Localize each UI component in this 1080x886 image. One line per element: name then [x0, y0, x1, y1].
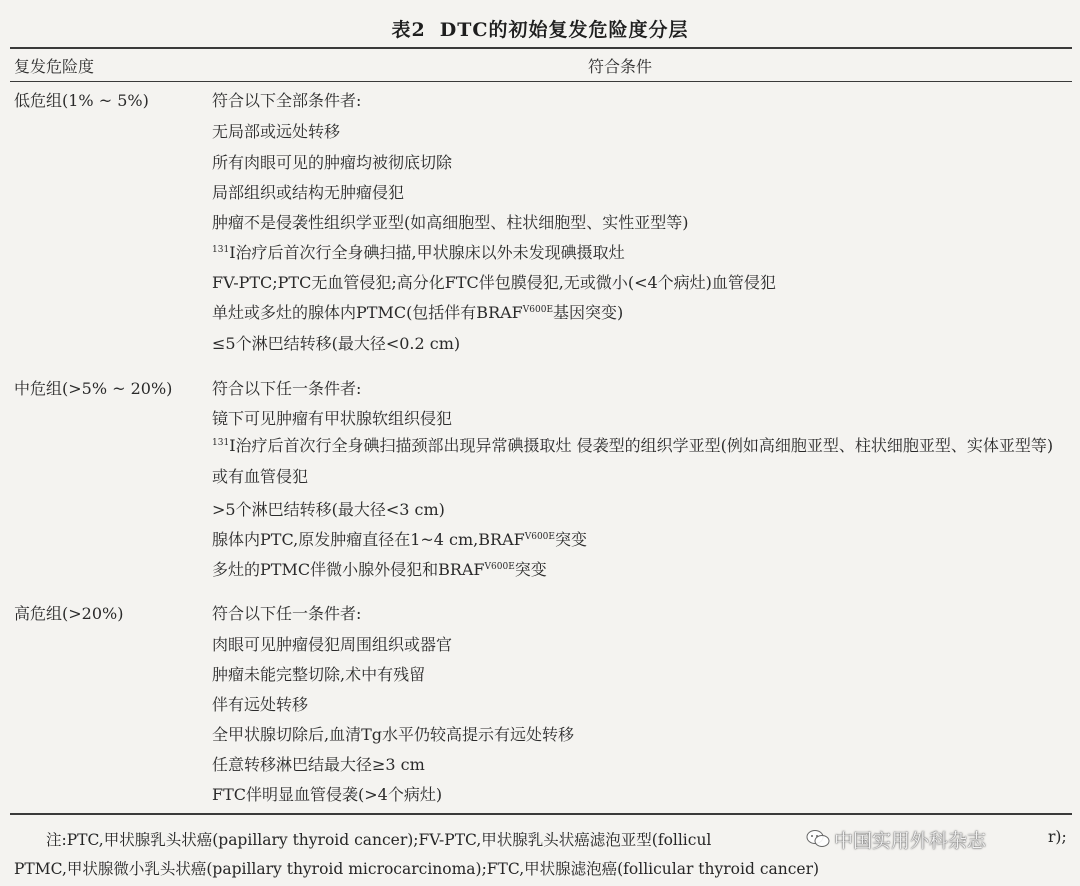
superscript: 131 — [212, 438, 230, 448]
watermark — [806, 821, 1054, 857]
table-number: 表2 — [391, 19, 426, 41]
condition-line: 局部组织或结构无肿瘤侵犯 — [212, 183, 405, 202]
condition-line: 单灶或多灶的腺体内PTMC(包括伴有$BRAF^{V600E}$基因突变) — [212, 303, 624, 322]
table-note-line-2: PTMC,甲状腺微小乳头状癌(papillary thyroid microcarcinoma);FTC,甲状腺滤泡癌(follicular thyroid cancer) — [14, 860, 820, 878]
top-rule — [10, 47, 1072, 49]
table-note-line-1-end: r); — [1048, 828, 1067, 846]
superscript: V600E — [522, 305, 554, 315]
condition-line: 伴有远处转移 — [212, 695, 309, 714]
header-rule — [10, 81, 1072, 82]
condition-line: 全甲状腺切除后,血清Tg水平仍较高提示有远处转移 — [212, 725, 575, 744]
superscript: 131 — [212, 245, 230, 255]
condition-line: 符合以下任一条件者: — [212, 379, 362, 398]
watermark-text: 中国实用外科杂志 — [834, 829, 987, 852]
condition-line: 任意转移淋巴结最大径≥3 cm — [212, 755, 425, 774]
table-title — [0, 15, 1080, 42]
superscript: V600E — [484, 562, 515, 572]
condition-line: 腺体内PTC,原发肿瘤直径在1~4 $cm,BRAF^{V600E}$突变 — [212, 530, 587, 549]
header-risk: 复发危险度 — [14, 57, 95, 76]
condition-line: $^{131}$I治疗后首次行全身碘扫描颈部出现异常碘摄取灶 侵袭型的组织学亚型(例如高细胞亚型、柱状细胞亚型、实体亚型等)或有血管侵犯 — [212, 436, 1054, 486]
group-label-low: 低危组(1% ~ 5%) — [14, 91, 149, 110]
table-title-text: DTC的初始复发危险度分层 — [439, 19, 689, 41]
condition-line: FTC伴明显血管侵袭(>4个病灶) — [212, 785, 443, 804]
condition-line: 多灶的PTMC伴微小腺外侵犯和$BRAF^{V600E}$突变 — [212, 560, 547, 579]
bottom-rule — [10, 813, 1072, 815]
wechat-icon — [806, 829, 830, 849]
condition-line: 无局部或远处转移 — [212, 122, 341, 141]
condition-line: 镜下可见肿瘤有甲状腺软组织侵犯 — [212, 409, 453, 428]
group-label-high: 高危组(>20%) — [14, 604, 124, 623]
table-note-line-1: 注:PTC,甲状腺乳头状癌(papillary thyroid cancer);FV-PTC,甲状腺乳头状癌滤泡亚型(follicul — [46, 831, 712, 849]
condition-line: >5个淋巴结转移(最大径<3 cm) — [212, 500, 445, 519]
condition-line: 肉眼可见肿瘤侵犯周围组织或器官 — [212, 635, 453, 654]
condition-line: ≤5个淋巴结转移(最大径<0.2 cm) — [212, 334, 461, 353]
condition-line: 符合以下任一条件者: — [212, 604, 362, 623]
group-label-intermediate: 中危组(>5% ~ 20%) — [14, 379, 173, 398]
condition-line: 肿瘤未能完整切除,术中有残留 — [212, 665, 426, 684]
header-conditions: 符合条件 — [587, 57, 652, 76]
condition-line: 所有肉眼可见的肿瘤均被彻底切除 — [212, 153, 453, 172]
superscript: V600E — [524, 532, 555, 542]
condition-line: FV-PTC;PTC无血管侵犯;高分化FTC伴包膜侵犯,无或微小(<4个病灶)血管侵犯 — [212, 273, 776, 292]
condition-line: 符合以下全部条件者: — [212, 91, 362, 110]
condition-line: $^{131}$I治疗后首次行全身碘扫描,甲状腺床以外未发现碘摄取灶 — [212, 243, 625, 262]
condition-line: 肿瘤不是侵袭性组织学亚型(如高细胞型、柱状细胞型、实性亚型等) — [212, 213, 689, 232]
